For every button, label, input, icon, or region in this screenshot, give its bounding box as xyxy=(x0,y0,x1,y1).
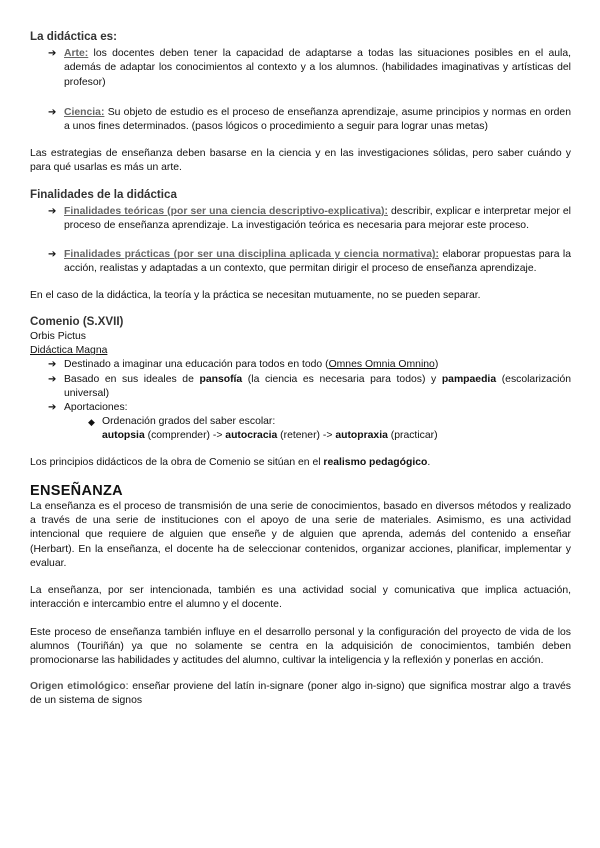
paragraph-ensenanza-1: La enseñanza es el proceso de transmisión de una serie de conocimientos, basado en diversos métodos y realizado a través de una serie de instituciones con el apoyo de una serie de materiales. Asimismo, es una actividad intencional que requiere de alguien que enseñe y de alguien que aprenda, además del contenido a enseñar (Herbart). En la enseñanza, el docente ha de seleccionar contenidos, organizar acciones, planificar, implementar y evaluar. xyxy=(30,501,571,569)
arrow-icon: ➔ xyxy=(48,373,57,385)
bullet-aportaciones xyxy=(30,401,571,415)
heading-comenio: Comenio (S.XVII) xyxy=(30,314,124,328)
sub-bullet-grados xyxy=(30,415,571,443)
desc-autopsia: (comprender) -> xyxy=(144,430,226,442)
label-practicas: Finalidades prácticas (por ser una disciplina aplicada y ciencia normativa): xyxy=(64,249,439,261)
text-grados: Ordenación grados del saber escolar: xyxy=(102,416,276,428)
diamond-icon: ◆ xyxy=(88,417,95,428)
arrow-icon: ➔ xyxy=(48,249,57,261)
text-teoricas: describir, explicar e interpretar mejor el proceso de enseñanza aprendizaje. La investigación teórica es necesaria para mejorar este proceso. xyxy=(64,205,571,232)
text-arte: los docentes deben tener la capacidad de adaptarse a todas las situaciones posibles en el aula, además de adaptar los conocimientos al contexto y a los alumnos. (habilidades imaginativas y artísticas del profesor) xyxy=(64,48,571,88)
text-aportaciones: Aportaciones: xyxy=(64,402,128,414)
book-orbis-pictus: Orbis Pictus xyxy=(30,331,87,343)
text-realismo: Los principios didácticos de la obra de Comenio se sitúan en el xyxy=(30,456,324,468)
heading-ensenanza: ENSEÑANZA xyxy=(30,482,123,499)
label-origen: Origen etimológico xyxy=(30,681,126,693)
heading-didactica-es: La didáctica es: xyxy=(30,30,117,43)
bullet-arte xyxy=(30,47,571,90)
bullet-finalidades-teoricas xyxy=(30,205,571,233)
text-basado-mid: (la ciencia es necesaria para todos) y xyxy=(242,373,442,385)
heading-finalidades: Finalidades de la didáctica xyxy=(30,187,177,201)
desc-autopraxia: (practicar) xyxy=(387,430,438,442)
text-origen: : enseñar proviene del latín in-signare (poner algo in-signo) que significa mostrar algo a través de un sistema de signos xyxy=(30,681,571,707)
arrow-icon: ➔ xyxy=(48,205,57,217)
label-arte: Arte: xyxy=(64,48,89,60)
desc-autocracia: (retener) -> xyxy=(277,430,336,442)
bullet-basado xyxy=(30,373,571,401)
term-autopraxia: autopraxia xyxy=(335,430,388,442)
bullet-destinado xyxy=(30,358,571,372)
text-realismo-end: . xyxy=(427,456,431,468)
arrow-icon: ➔ xyxy=(48,402,57,414)
paragraph-realismo xyxy=(30,456,571,470)
bullet-ciencia xyxy=(30,106,571,134)
paragraph-estrategias: Las estrategias de enseñanza deben basarse en la ciencia y en las investigaciones sólidas, pero saber cuándo y para qué usarlas es más un arte. xyxy=(30,148,571,174)
text-destinado: Destinado a imaginar una educación para todos en todo ( xyxy=(64,359,329,371)
paragraph-origen xyxy=(30,680,571,708)
label-teoricas: Finalidades teóricas (por ser una ciencia descriptivo-explicativa): xyxy=(64,205,388,217)
term-autopsia: autopsia xyxy=(102,430,145,442)
paragraph-teoria-practica: En el caso de la didáctica, la teoría y la práctica se necesitan mutuamente, no se pueden separar. xyxy=(30,289,481,301)
term-pampaedia: pampaedia xyxy=(441,373,497,385)
term-realismo-pedagogico: realismo pedagógico xyxy=(323,456,428,468)
term-autocracia: autocracia xyxy=(225,430,278,442)
arrow-icon: ➔ xyxy=(48,359,57,371)
term-pansofia: pansofía xyxy=(199,373,243,385)
paragraph-ensenanza-3: Este proceso de enseñanza también influye en el desarrollo personal y la configuración del proyecto de vida de los alumnos (Touriñán) ya que no solamente se centra en la adquisición de conocimientos, también deben promocionarse las habilidades y actitudes del alumno, cultivar la inteligencia y la reflexión y ponerlas en acción. xyxy=(30,626,571,666)
text-destinado-end: ) xyxy=(434,359,439,371)
book-didactica-magna: Didáctica Magna xyxy=(30,345,108,357)
text-basado: Basado en sus ideales de xyxy=(64,373,200,385)
paragraph-ensenanza-2: La enseñanza, por ser intencionada, también es una actividad social y comunicativa que implica actuación, interacción e intercambio entre el alumno y el docente. xyxy=(30,585,571,611)
text-practicas: elaborar propuestas para la acción, realistas y adaptadas a un contexto, que permitan dirigir el proceso de enseñanza aprendizaje. xyxy=(64,249,572,275)
bullet-finalidades-practicas xyxy=(30,248,571,276)
arrow-icon: ➔ xyxy=(48,48,57,60)
phrase-omnes-omnia: Omnes Omnia Omnino xyxy=(328,359,435,371)
text-ciencia: Su objeto de estudio es el proceso de enseñanza aprendizaje, asume principios y normas en orden a unos fines determinados. (pasos lógicos o procedimiento a seguir para lograr unas metas) xyxy=(64,106,571,133)
label-ciencia: Ciencia: xyxy=(64,106,105,118)
text-basado-end: (escolarización universal) xyxy=(64,373,572,399)
arrow-icon: ➔ xyxy=(48,106,57,118)
